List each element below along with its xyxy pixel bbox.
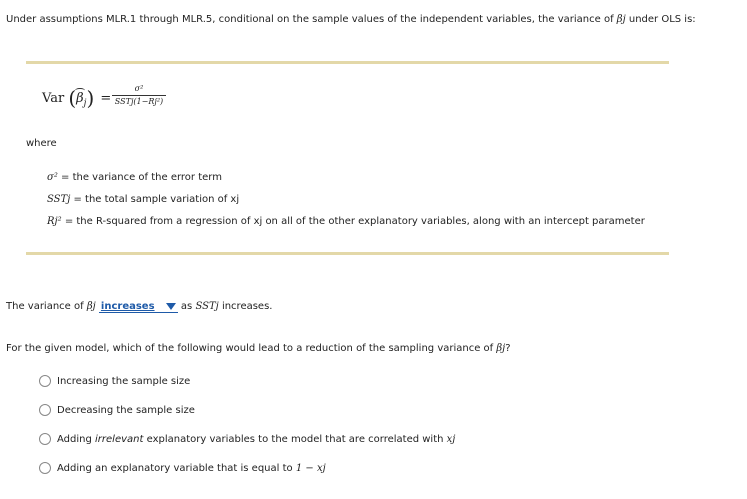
radio-button[interactable] xyxy=(39,375,51,387)
variance-statement: The variance of βj increases as SSTj increases. xyxy=(6,301,273,312)
definition-sigma: σ² = the variance of the error term xyxy=(47,172,222,183)
intro-text: Under assumptions MLR.1 through MLR.5, conditional on the sample values of the independent variables, the variance of βj under OLS is: xyxy=(6,14,696,25)
dropdown-arrow-icon xyxy=(166,303,176,310)
question-text: For the given model, which of the following would lead to a reduction of the sampling variance of βj? xyxy=(6,343,511,354)
beta-j-symbol: βj xyxy=(616,14,626,25)
radio-button[interactable] xyxy=(39,404,51,416)
where-label: where xyxy=(26,138,57,149)
answer-dropdown[interactable] xyxy=(99,301,178,313)
dropdown-selected-value: increases xyxy=(100,301,155,312)
definition-sst: SSTj = the total sample variation of xj xyxy=(47,194,240,205)
formula-fraction xyxy=(112,84,166,107)
fraction-numerator: σ² xyxy=(134,84,144,93)
top-divider xyxy=(26,61,669,64)
radio-button[interactable] xyxy=(39,462,51,474)
bottom-divider xyxy=(26,252,669,255)
fraction-denominator: SSTj(1−Rj²) xyxy=(114,97,164,106)
radio-button[interactable] xyxy=(39,433,51,445)
variance-formula: Var $(\beta_j)$ = xyxy=(42,86,112,110)
definition-r-squared: Rj² = the R-squared from a regression of xj on all of the other explanatory variables, along with an intercept parameter xyxy=(47,216,645,227)
